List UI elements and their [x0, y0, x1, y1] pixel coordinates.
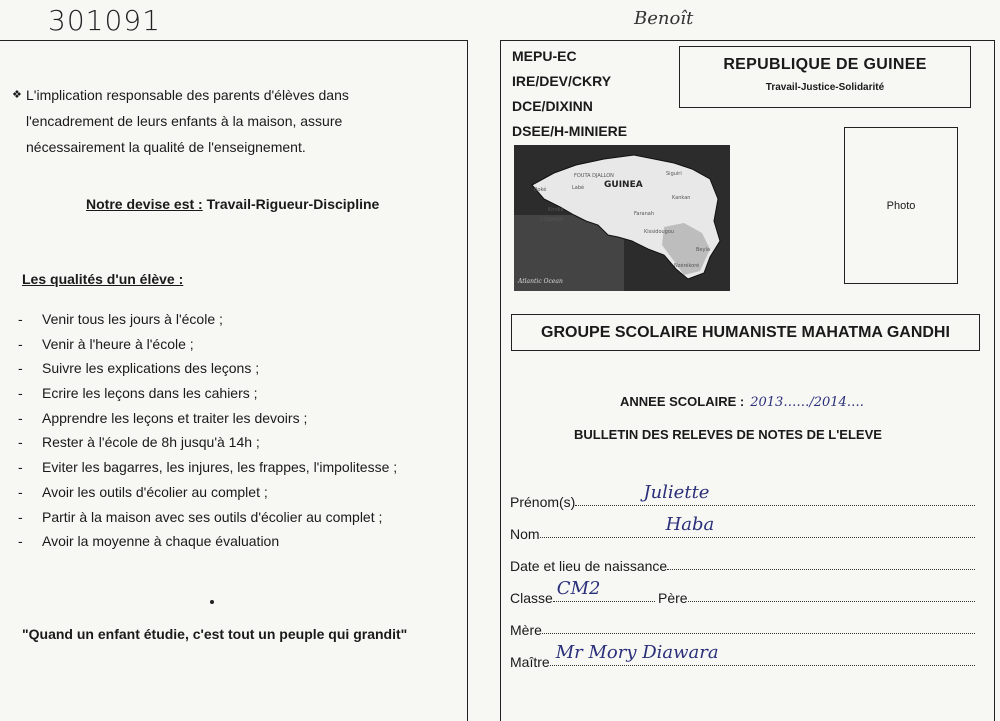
- map-label: CONAKRY: [540, 217, 565, 223]
- handwritten-name: Benoît: [634, 8, 694, 29]
- prenom-value: Juliette: [643, 482, 710, 503]
- motto-label: Notre devise est :: [86, 196, 203, 212]
- motto-value: Travail-Rigueur-Discipline: [202, 196, 380, 212]
- maitre-value: Mr Mory Diawara: [555, 642, 719, 663]
- naissance-label: Date et lieu de naissance: [510, 558, 668, 574]
- map-label: Kindia: [548, 207, 564, 213]
- map-label: Kissidougou: [644, 229, 675, 235]
- list-item: - Eviter les bagarres, les injures, les frappes, l'impolitesse ;: [18, 459, 398, 476]
- qualities-title: Les qualités d'un élève :: [22, 271, 184, 287]
- map-label: Siguiri: [666, 171, 682, 177]
- map-ocean-label: Atlantic Ocean: [518, 278, 563, 285]
- qualities-list: [18, 309, 397, 556]
- intro-text: L'implication responsable des parents d'élèves dans l'encadrement de leurs enfants à la maison, assure nécessairement la qualité de l'enseignement.: [26, 87, 349, 155]
- classe-value: CM2: [556, 578, 601, 599]
- guinea-map: [514, 145, 730, 291]
- ink-dot: [210, 600, 214, 604]
- motto: [86, 196, 379, 212]
- map-label: Beyla: [696, 247, 710, 253]
- list-item: - Ecrire les leçons dans les cahiers ;: [18, 385, 258, 402]
- republic-motto: Travail-Justice-Solidarité: [765, 82, 885, 93]
- maitre-field: [510, 642, 975, 670]
- map-country-label: GUINEA: [604, 180, 643, 190]
- admin-line: IRE/DEV/CKRY: [512, 73, 612, 89]
- school-name-box: [511, 314, 980, 351]
- pere-label: Père: [658, 590, 688, 606]
- document-number: 301091: [48, 4, 161, 37]
- diamond-bullet-icon: ❖: [12, 89, 22, 101]
- nom-label: Nom: [510, 526, 540, 542]
- mere-field: [510, 616, 975, 638]
- republic-box: [679, 46, 971, 108]
- bulletin-title: BULLETIN DES RELEVES DE NOTES DE L'ELEVE: [574, 427, 882, 442]
- list-item: - Apprendre les leçons et traiter les devoirs ;: [18, 409, 308, 426]
- map-label: FOUTA DJALLON: [574, 173, 614, 179]
- closing-quote: "Quand un enfant étudie, c'est tout un peuple qui grandit": [22, 626, 408, 642]
- list-item: - Partir à la maison avec ses outils d'écolier au complet ;: [18, 508, 383, 525]
- republic-title: REPUBLIQUE DE GUINEE: [723, 56, 927, 73]
- map-label: Boké: [534, 187, 547, 193]
- maitre-label: Maître: [510, 654, 550, 670]
- nom-value: Haba: [665, 514, 715, 535]
- prenom-field: [510, 482, 975, 510]
- naissance-field: [510, 552, 975, 574]
- list-item: - Suivre les explications des leçons ;: [18, 360, 260, 377]
- classe-label: Classe: [510, 590, 553, 606]
- administration-header: [512, 44, 627, 144]
- prenom-label: Prénom(s): [510, 494, 576, 510]
- school-year-label: ANNEE SCOLAIRE :: [620, 394, 745, 409]
- classe-field: [510, 578, 655, 606]
- list-item: - Rester à l'école de 8h jusqu'à 14h ;: [18, 434, 260, 451]
- pere-field: [658, 584, 975, 606]
- list-item: - Avoir les outils d'écolier au complet ;: [18, 483, 268, 500]
- admin-line: MEPU-EC: [512, 48, 577, 64]
- admin-line: DCE/DIXINN: [512, 98, 593, 114]
- map-label: Kankan: [672, 195, 691, 201]
- school-year: [620, 394, 864, 410]
- school-name: GROUPE SCOLAIRE HUMANISTE MAHATMA GANDHI: [541, 323, 950, 341]
- list-item: - Avoir la moyenne à chaque évaluation: [18, 533, 280, 550]
- photo-box: [844, 127, 958, 284]
- nom-field: [510, 514, 975, 542]
- map-label: Nzérékoré: [674, 263, 700, 269]
- intro-paragraph: [12, 82, 406, 160]
- photo-label: Photo: [886, 199, 916, 212]
- admin-line: DSEE/H-MINIERE: [512, 123, 628, 139]
- list-item: - Venir tous les jours à l'école ;: [18, 311, 223, 327]
- list-item: - Venir à l'heure à l'école ;: [18, 335, 194, 352]
- mere-label: Mère: [510, 622, 542, 638]
- map-label: Faranah: [634, 211, 655, 217]
- school-year-value: 2013……/2014….: [750, 395, 864, 410]
- map-label: Labé: [572, 185, 585, 191]
